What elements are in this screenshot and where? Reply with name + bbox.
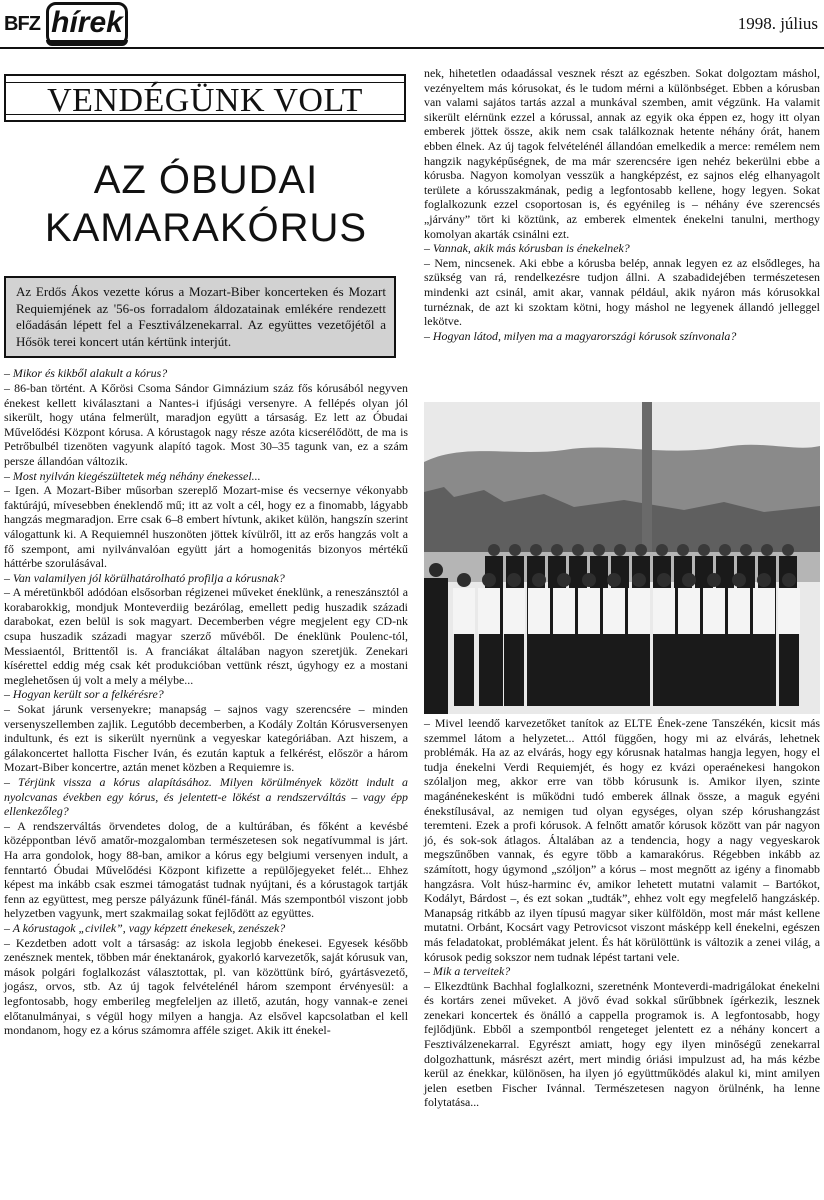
singer-skirt [704, 634, 724, 706]
singer-head [551, 544, 563, 556]
singer-head [557, 573, 571, 587]
singer-skirt [629, 634, 649, 706]
photo-tower [642, 402, 652, 552]
section-title-box [4, 74, 406, 122]
interview-answer: – Mivel leendő karvezetőket tanítok az ELTE Ének-zene Tanszékén, kicsit más szemmel látom a helyzetet... Attól függően, hogy mi az elvárás, lehetnek problémák. Ha az az elvárás, hogy egy kórusnak hatalmas hangja legyen, hogy el tudja énekelni Verdi Requiemjét, és hogy ez kvázi operaénekesi hangokon szólaljon meg, akkor erre van több kórusunk is. Amikor ilyen, szinte magánénekesként is működni tudó emberek állnak össze, a maguk egyéni énekstílusával, az nemigen tud olyan egységes, olyan szép kórushangzást teremteni. Ezek a profi kórusok. A felnőtt amatőr kórusok között van pár nagyon jó, és sok-sok átlagos. Általában az a tendencia, hogy a nagy vegyeskarok megszűnőben vannak, és egyre több a kamarakórus. Régebben inkább az számított, hogy úgymond „szóljon” a kórus – most megnőtt az igény a finomabb hangzásra. Volt húsz-harminc év, amikor lehetett mutatni valamit – Bartókot, Kodályt, Bárdost –, és ezt sokan „tudták”, ehhez volt egy megfelelő hangzáskép. Manapság ritkább az ilyen típusú magyar siker külföldön, most már mást kellene mutatni. Orbánt, Kocsárt vagy Petrovicsot viszont másképp kell énekelni, egészen más feladatokat, problémákat jelent. És hát körülöttünk is változik a zenei világ, a kórusok pedig sokszor nem tudnak lépést tartani vele. [424, 716, 820, 964]
interview-answer: – A méretünkből adódóan elsősorban régizenei műveket éneklünk, a reneszánsztól a korabarokkig, mondjuk Monteverdiig bezárólag, emellett pedig huszadik századi darabokat, ezen belül is sok magyart. Decemberben végre megjelent egy CD-nk csupa huszadik századi magyar szerző művéből. De éneklünk Poulenc-tól, Messiaentól, Brittentől is. A franciákat általában nagyon szeretjük. Zenekari kísérettel eddig még csak két produkcióban vettünk részt, úgyhogy ez a mostani meglehetősen új volt a mely a mélybe... [4, 585, 408, 687]
singer-blouse [778, 588, 800, 634]
singer-blouse [478, 588, 500, 634]
singer-head [635, 544, 647, 556]
interview-question: – Térjünk vissza a kórus alapításához. Milyen körülmények között indult a nyolcvanas években egy kórus, és jelentett-e lökést a rendszerváltás – vagy épp ellenkezőleg? [4, 775, 408, 819]
singer-blouse [528, 588, 550, 634]
singer-head [657, 573, 671, 587]
interview-question: – Hogyan került sor a felkérésre? [4, 687, 164, 702]
singer-blouse [628, 588, 650, 634]
singer-skirt [779, 634, 799, 706]
singer-head [572, 544, 584, 556]
masthead [0, 0, 824, 58]
singer-skirt [454, 634, 474, 706]
singer-head [457, 573, 471, 587]
singer-head [782, 573, 796, 587]
singer-head [782, 544, 794, 556]
singer-head [761, 544, 773, 556]
singer-head [509, 544, 521, 556]
headline-line-2: KAMARAKÓRUS [44, 206, 368, 250]
singer-head [682, 573, 696, 587]
right-column-bottom [424, 716, 820, 1110]
section-title: VENDÉGÜNK VOLT [47, 82, 363, 119]
singer-head [656, 544, 668, 556]
singer-head [757, 573, 771, 587]
singer-blouse [453, 588, 475, 634]
masthead-rule [0, 47, 824, 49]
singer-head [488, 544, 500, 556]
singer-blouse [753, 588, 775, 634]
interview-answer: – Kezdetben adott volt a társaság: az iskola legjobb énekesei. Egyesek később zenésznek mentek, többen már énektanárok, gyakorló karvezetők, saját kórusuk van, mások polgári foglalkozást választottak, pl. van közöttünk bíró, gyártásvezető, jogász, orvos, stb. Az új tagok felvételénél három szempont érvényesül: a legfontosabb, hogy emberileg megfeleljen az illető, azután, hogy vannak-e zenei előtanulmányai, s végül hogy milyen a hangja. Az elsővel kapcsolatban el kell mondanom, hogy ez a kórus számomra afféle sziget. Akik itt énekel- [4, 935, 408, 1038]
left-column [4, 68, 408, 1038]
singer-skirt [754, 634, 774, 706]
singer-head [607, 573, 621, 587]
interview-answer: – 86-ban történt. A Kőrösi Csoma Sándor Gimnázium száz fős kórusából negyven énekest kellett kiválasztani a Nantes-i ifjúsági versenyre. A fellépés olyan jól sikerült, hogy utána felmerült, maradjon együtt a társaság. Ez lett az Óbudai Művelődési Központ kórusa. A kórustagok nagy része azóta kicserélődött, de ma is Petrőbulbél tizenöten vagyunk alapító tagok. Most 30–35 tagunk van, ez a szám persze állandóan változik. [4, 380, 408, 468]
singer-head [732, 573, 746, 587]
singer-blouse [678, 588, 700, 634]
singer-blouse [703, 588, 725, 634]
hirek-logo: hírek [46, 2, 128, 46]
interview-answer: – A rendszerváltás örvendetes dolog, de a kultúrában, és főként a kevésbé középpontban lévő amatőr-mozgalomban természetesen sok negatívummal is járt. Ha arra gondolok, hogy 88-ban, amikor a kórus egy belgiumi versenyen indult, a fenntartó Óbudai Művelődési Központ kifizette a repülőjegyeket felét... Ehhez képest ma inkább csak eszmei támogatást tudnak nyújtani, és a kórustagok tartják fenn az együttest, meg persze pályázunk fűnél-fánál. Más szempontból viszont jobb helyzetben vagyunk, mert szakmailag sokat fejlődött az együttes. [4, 818, 408, 921]
singer-skirt [654, 634, 674, 706]
singer-head [677, 544, 689, 556]
headline-line-1: AZ ÓBUDAI [93, 158, 319, 202]
singer-skirt [554, 634, 574, 706]
singer-head [507, 573, 521, 587]
interview-question: – Mik a terveitek? [424, 964, 511, 979]
singer-skirt [479, 634, 499, 706]
singer-head [582, 573, 596, 587]
singer-head [429, 563, 443, 577]
bfz-logo: BFZ [4, 13, 40, 35]
singer-head [482, 573, 496, 587]
interview-question: – Most nyilván kiegészültetek még néhány énekessel... [4, 468, 261, 483]
singer-head [593, 544, 605, 556]
interview-answer: – Nem, nincsenek. Aki ebbe a kórusba belép, annak legyen ez az elsődleges, ha szükség van rá, rendelkezésre tudjon állni. A szabadidejében természetesen mindenki azt csinál, amit akar, vannak például, akik nyáron más kórusokkal turnéznak, de azt ki szoktam kötni, hogy máshol ne legyenek állandó jelleggel lekötve. [424, 255, 820, 329]
interview-answer: – Sokat járunk versenyekre; manapság – sajnos vagy szerencsére – minden versenyszellemben zajlik. Legutóbb decemberben, a Kodály Zoltán Kórusversenyen indultunk, és ezt is sikerült nyernünk a vegyeskar kategóriában. Azt hiszem, a gálakoncertet hallotta Fischer Iván, és ezután kaptuk a felkérést, először a három Mozart-Biber koncertre, aztán menet közben a Requiemre is. [4, 702, 408, 775]
interview-question: – Hogyan látod, milyen ma a magyarországi kórusok színvonala? [424, 328, 737, 343]
left-column-body [4, 366, 408, 1037]
singer-head [707, 573, 721, 587]
singer-blouse [728, 588, 750, 634]
interview-answer: – Igen. A Mozart-Biber műsorban szereplő Mozart-mise és vecsernye vékonyabb faktúrájú, mívesebben éneklendő mű; itt az volt a cél, hogy ez a finomabb, lágyabb hangzás megmaradjon. Erre csak 6–8 embert hívtunk, akiket külön, hangszín szerint válogattunk ki. A Requiemnél huszonöten jöttek kívülről, itt az erős hangzás volt a fő szempont, ami nyilvánvalóan együtt járt a homogenitás bizonyos mértékű háttérbe szorulásával. [4, 483, 408, 571]
issue-date: 1998. július [737, 14, 818, 33]
interview-question: – Mikor és kikből alakult a kórus? [4, 366, 168, 381]
singer-skirt [529, 634, 549, 706]
singer-body [424, 578, 448, 714]
choir-photo-drawing [424, 402, 820, 714]
choir-photo [424, 402, 820, 714]
singer-head [740, 544, 752, 556]
right-column-top [424, 66, 820, 343]
article-headline [4, 156, 408, 252]
singer-blouse [553, 588, 575, 634]
singer-head [614, 544, 626, 556]
interview-question: – Van valamilyen jól körülhatárolható profilja a kórusnak? [4, 570, 285, 585]
singer-skirt [679, 634, 699, 706]
singer-blouse [578, 588, 600, 634]
interview-question: – A kórustagok „civilek”, vagy képzett énekesek, zenészek? [4, 920, 286, 935]
interview-answer: – Elkezdtünk Bachhal foglalkozni, szeretnénk Monteverdi-madrigálokat énekelni és kortárs zenei műveket. A jövő évad sokkal sűrűbbnek ígérkezik, lesznek zenekari koncertek és önálló a cappella programok is. A legfontosabb, hogy fejlődjünk. Ebből a szempontból rengeteget jelentett ez a néhány koncert a Fesztiválzenekarral. Egyrészt amiatt, hogy egy ilyen minőségű zenekarral dolgozhattunk, másrészt azért, mert mindig óriási impulzust ad, ha más kézbe kerül az énekkar, különösen, ha ilyen jó együttműködés alakul ki, mint amilyen jelen esetben Fischer Ivánnal. Természetesen nagyon örülnénk, ha lenne folytatása... [424, 978, 820, 1110]
singer-blouse [603, 588, 625, 634]
singer-head [632, 573, 646, 587]
singer-head [719, 544, 731, 556]
singer-head [532, 573, 546, 587]
singer-head [698, 544, 710, 556]
singer-skirt [604, 634, 624, 706]
singer-blouse [653, 588, 675, 634]
interview-question: – Vannak, akik más kórusban is énekelnek? [424, 241, 630, 256]
lead-paragraph: Az Erdős Ákos vezette kórus a Mozart-Biber koncerteken és Mozart Requiemjének az '56-os forradalom áldozatainak emlékére rendezett előadásán lépett fel a Fesztiválzenekarral. Az együttes vezetőjétől a Hősök terei koncert után kértünk interjút. [4, 276, 396, 358]
singer-skirt [579, 634, 599, 706]
singer-skirt [504, 634, 524, 706]
singer-head [530, 544, 542, 556]
singer-skirt [729, 634, 749, 706]
interview-answer: nek, hihetetlen odaadással vesznek részt az egészben. Sokat dolgoztam máshol, vezényeltem más kórusokat, és le tudom mérni a különbséget. Ebben a kórusban van valami sajátos tartás azzal a munkával szemben, amit végzünk. Ha valamit sikerült elérnünk ezzel a kórussal, annak az egyik oka éppen ez, hogy itt olyan emberek jöttek össze, akik nem csak találkoznak hetente néhány órát, hanem ebben élnek. Az új tagok felvételénél állandóan emelkedik a merce: remélem nem hangzik nagyképűségnek, de ma már szerencsére igen nehéz bekerülni ebbe a kórusba. Nagyon komolyan vesszük a hangképzést, ez sajnos elég elhanyagolt területe a kórusszakmának, pedig a legfontosabb kellene, hogy legyen. Sokat foglalkozunk ezzel csoportosan is, és egyénileg is – néhány éve szerencsés „járvány” tört ki köztünk, az emberek elmentek énekelni tanulni, merthogy komolyan akarták csinálni ezt. [424, 66, 820, 241]
singer-blouse [503, 588, 525, 634]
